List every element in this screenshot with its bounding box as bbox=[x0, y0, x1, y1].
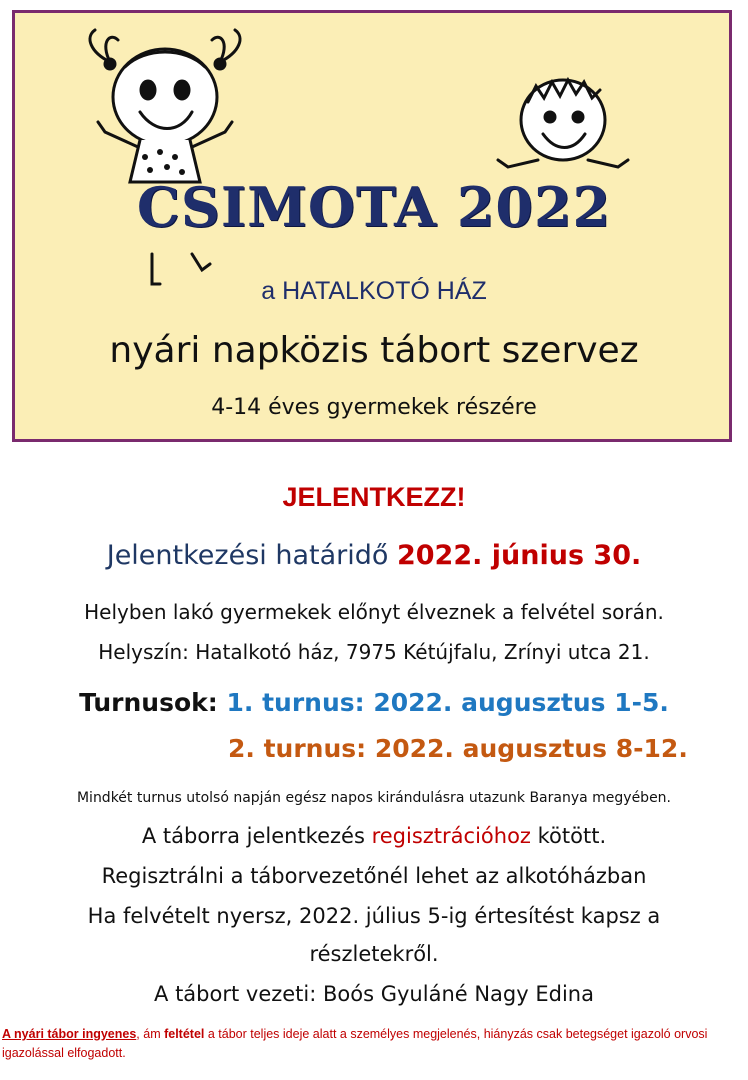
deadline-line bbox=[0, 540, 748, 571]
excursion-text: Mindkét turnus utolsó napján egész napos kirándulásra utazunk Baranya megyében. bbox=[76, 790, 672, 806]
footer-note bbox=[2, 1025, 742, 1063]
notification-line-2: részletekről. bbox=[309, 942, 439, 966]
girl-drawing-icon bbox=[70, 22, 260, 292]
banner-organizer: a HATALKOTÓ HÁZ bbox=[261, 277, 487, 305]
turn-2: 2. turnus: 2022. augusztus 8-12. bbox=[228, 734, 688, 763]
call-to-action: JELENTKEZZ! bbox=[282, 482, 466, 512]
location-text: Helyszín: Hatalkotó ház, 7975 Kétújfalu, Zrínyi utca 21. bbox=[98, 640, 650, 664]
registration-pre: A táborra jelentkezés bbox=[141, 824, 372, 848]
deadline-label: Jelentkezési határidő bbox=[106, 540, 397, 571]
deadline-date: 2022. június 30. bbox=[396, 540, 642, 571]
footer-mid: , ám bbox=[136, 1027, 165, 1041]
footer-condition: feltétel bbox=[164, 1027, 205, 1041]
turn-1: 1. turnus: 2022. augusztus 1-5. bbox=[226, 688, 669, 717]
notification-line-1: Ha felvételt nyersz, 2022. július 5-ig értesítést kapsz a bbox=[87, 904, 661, 928]
boy-drawing-icon bbox=[488, 72, 638, 187]
registration-post: kötött. bbox=[530, 824, 607, 848]
leader-text: A tábort vezeti: Boós Gyuláné Nagy Edina bbox=[154, 982, 594, 1006]
footer-free: A nyári tábor ingyenes bbox=[2, 1027, 137, 1041]
priority-text: Helyben lakó gyermekek előnyt élveznek a felvétel során. bbox=[84, 600, 664, 624]
banner-age-range: 4-14 éves gyermekek részére bbox=[211, 395, 537, 420]
turns-label: Turnusok: bbox=[79, 688, 227, 717]
registration-line bbox=[0, 824, 748, 848]
footer-rest: a tábor teljes ideje alatt a személyes megjelenés, hiányzás csak betegséget igazoló orvosi igazolással elfogadott. bbox=[2, 1027, 708, 1060]
turns-line-1 bbox=[0, 688, 748, 717]
registration-highlight: regisztrációhoz bbox=[371, 824, 531, 848]
banner-tagline: nyári napközis tábort szervez bbox=[109, 330, 639, 371]
registration-where: Regisztrálni a táborvezetőnél lehet az alkotóházban bbox=[101, 864, 647, 888]
banner-title: CSIMOTA 2022 bbox=[136, 175, 612, 239]
